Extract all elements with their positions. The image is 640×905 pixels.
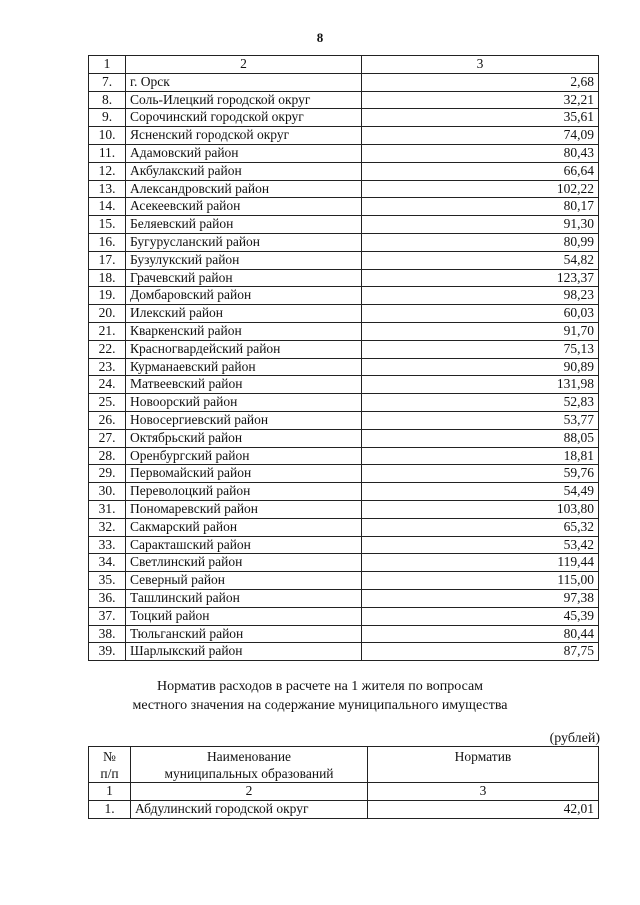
column-number-1: 1	[89, 56, 126, 74]
table-row	[89, 376, 599, 394]
section-title-line-1: Норматив расходов в расчете на 1 жителя по вопросам	[156, 679, 484, 694]
norm-value: 80,43	[362, 144, 599, 162]
norm-value: 103,80	[362, 500, 599, 518]
municipality-name: Кваркенский район	[126, 322, 362, 340]
norm-value: 60,03	[362, 305, 599, 323]
table-row	[89, 198, 599, 216]
norm-value: 80,44	[362, 625, 599, 643]
municipality-name: Асекеевский район	[126, 198, 362, 216]
municipality-name: Пономаревский район	[126, 500, 362, 518]
norm-value: 52,83	[362, 394, 599, 412]
norm-value: 54,82	[362, 251, 599, 269]
head-name-line-1: Наименование	[206, 749, 292, 764]
table-row	[89, 536, 599, 554]
norm-value: 75,13	[362, 340, 599, 358]
norm-value: 88,05	[362, 429, 599, 447]
municipality-name: Новоорский район	[126, 394, 362, 412]
row-number: 20.	[89, 305, 126, 323]
municipality-name: Тоцкий район	[126, 607, 362, 625]
norm-value: 131,98	[362, 376, 599, 394]
row-number: 24.	[89, 376, 126, 394]
row-number: 30.	[89, 483, 126, 501]
municipality-name: Грачевский район	[126, 269, 362, 287]
municipality-name: Абдулинский городской округ	[131, 800, 368, 818]
norm-value: 45,39	[362, 607, 599, 625]
norm-value: 32,21	[362, 91, 599, 109]
table-row	[89, 322, 599, 340]
head-name-line-2: муниципальных образований	[164, 766, 334, 781]
municipality-name: Саракташский район	[126, 536, 362, 554]
norm-value: 91,30	[362, 216, 599, 234]
norm-value: 80,17	[362, 198, 599, 216]
expenditure-table-continued	[88, 55, 599, 661]
row-number: 1.	[89, 800, 131, 818]
row-number: 16.	[89, 233, 126, 251]
table-row	[89, 216, 599, 234]
municipality-name: Северный район	[126, 572, 362, 590]
norm-value: 53,42	[362, 536, 599, 554]
norm-value: 102,22	[362, 180, 599, 198]
row-number: 19.	[89, 287, 126, 305]
municipality-name: Красногвардейский район	[126, 340, 362, 358]
table-row	[89, 800, 599, 818]
table-row	[89, 625, 599, 643]
table-row	[89, 233, 599, 251]
municipality-name: Новосергиевский район	[126, 411, 362, 429]
table-row	[89, 305, 599, 323]
property-norm-table	[88, 746, 599, 819]
norm-value: 87,75	[362, 643, 599, 661]
municipality-name: Ясненский городской округ	[126, 127, 362, 145]
table-row	[89, 269, 599, 287]
row-number: 27.	[89, 429, 126, 447]
norm-value: 123,37	[362, 269, 599, 287]
head-name-cell	[131, 747, 368, 783]
norm-value: 53,77	[362, 411, 599, 429]
table-row	[89, 91, 599, 109]
municipality-name: Александровский район	[126, 180, 362, 198]
row-number: 22.	[89, 340, 126, 358]
row-number: 33.	[89, 536, 126, 554]
norm-value: 97,38	[362, 589, 599, 607]
table-row	[89, 411, 599, 429]
row-number: 26.	[89, 411, 126, 429]
table-row	[89, 287, 599, 305]
municipality-name: Переволоцкий район	[126, 483, 362, 501]
norm-value: 119,44	[362, 554, 599, 572]
municipality-name: Сорочинский городской округ	[126, 109, 362, 127]
municipality-name: Домбаровский район	[126, 287, 362, 305]
norm-value: 59,76	[362, 465, 599, 483]
column-number-2: 2	[131, 783, 368, 801]
head-number-line-2: п/п	[100, 766, 119, 781]
row-number: 32.	[89, 518, 126, 536]
row-number: 7.	[89, 73, 126, 91]
column-number-1: 1	[89, 783, 131, 801]
page-number: 8	[316, 30, 324, 45]
section-title-line-2: местного значения на содержание муниципального имущества	[132, 698, 508, 713]
norm-value: 90,89	[362, 358, 599, 376]
norm-value: 115,00	[362, 572, 599, 590]
row-number: 28.	[89, 447, 126, 465]
norm-value: 65,32	[362, 518, 599, 536]
table-row	[89, 643, 599, 661]
table-row	[89, 500, 599, 518]
row-number: 21.	[89, 322, 126, 340]
municipality-name: Илекский район	[126, 305, 362, 323]
municipality-name: Сакмарский район	[126, 518, 362, 536]
table-row	[89, 127, 599, 145]
norm-value: 80,99	[362, 233, 599, 251]
municipality-name: Соль-Илецкий городской округ	[126, 91, 362, 109]
row-number: 38.	[89, 625, 126, 643]
row-number: 29.	[89, 465, 126, 483]
row-number: 12.	[89, 162, 126, 180]
municipality-name: г. Орск	[126, 73, 362, 91]
row-number: 37.	[89, 607, 126, 625]
table-row	[89, 483, 599, 501]
table-row	[89, 109, 599, 127]
column-number-3: 3	[362, 56, 599, 74]
column-number-3: 3	[368, 783, 599, 801]
row-number: 15.	[89, 216, 126, 234]
row-number: 9.	[89, 109, 126, 127]
municipality-name: Светлинский район	[126, 554, 362, 572]
row-number: 23.	[89, 358, 126, 376]
unit-label: (рублей)	[549, 731, 600, 746]
section-title	[0, 677, 640, 715]
table-row	[89, 162, 599, 180]
norm-value: 66,64	[362, 162, 599, 180]
municipality-name: Первомайский район	[126, 465, 362, 483]
municipality-name: Матвеевский район	[126, 376, 362, 394]
table-row	[89, 572, 599, 590]
table-row	[89, 465, 599, 483]
row-number: 13.	[89, 180, 126, 198]
norm-value: 18,81	[362, 447, 599, 465]
norm-value: 2,68	[362, 73, 599, 91]
table-row	[89, 554, 599, 572]
table-row	[89, 144, 599, 162]
municipality-name: Акбулакский район	[126, 162, 362, 180]
row-number: 36.	[89, 589, 126, 607]
table-row	[89, 251, 599, 269]
municipality-name: Беляевский район	[126, 216, 362, 234]
municipality-name: Адамовский район	[126, 144, 362, 162]
municipality-name: Шарлыкский район	[126, 643, 362, 661]
municipality-name: Ташлинский район	[126, 589, 362, 607]
row-number: 39.	[89, 643, 126, 661]
table-head-row	[89, 747, 599, 783]
norm-value: 91,70	[362, 322, 599, 340]
head-number-cell	[89, 747, 131, 783]
column-number-2: 2	[126, 56, 362, 74]
municipality-name: Тюльганский район	[126, 625, 362, 643]
municipality-name: Бузулукский район	[126, 251, 362, 269]
norm-value: 74,09	[362, 127, 599, 145]
row-number: 18.	[89, 269, 126, 287]
norm-value: 98,23	[362, 287, 599, 305]
municipality-name: Курманаевский район	[126, 358, 362, 376]
row-number: 8.	[89, 91, 126, 109]
row-number: 11.	[89, 144, 126, 162]
row-number: 17.	[89, 251, 126, 269]
table-row	[89, 394, 599, 412]
norm-value: 35,61	[362, 109, 599, 127]
row-number: 34.	[89, 554, 126, 572]
municipality-name: Бугурусланский район	[126, 233, 362, 251]
head-number-line-1: №	[103, 749, 116, 764]
table-row	[89, 73, 599, 91]
municipality-name: Октябрьский район	[126, 429, 362, 447]
table-row	[89, 607, 599, 625]
table-row	[89, 429, 599, 447]
table-row	[89, 358, 599, 376]
table-row	[89, 589, 599, 607]
table-row	[89, 180, 599, 198]
row-number: 25.	[89, 394, 126, 412]
table-column-numbers-row	[89, 783, 599, 801]
norm-value: 42,01	[368, 800, 599, 818]
table-row	[89, 340, 599, 358]
row-number: 14.	[89, 198, 126, 216]
table-row	[89, 518, 599, 536]
head-norm-cell: Норматив	[368, 747, 599, 783]
norm-value: 54,49	[362, 483, 599, 501]
row-number: 31.	[89, 500, 126, 518]
table-row	[89, 447, 599, 465]
row-number: 10.	[89, 127, 126, 145]
row-number: 35.	[89, 572, 126, 590]
table-column-numbers-row	[89, 56, 599, 74]
municipality-name: Оренбургский район	[126, 447, 362, 465]
